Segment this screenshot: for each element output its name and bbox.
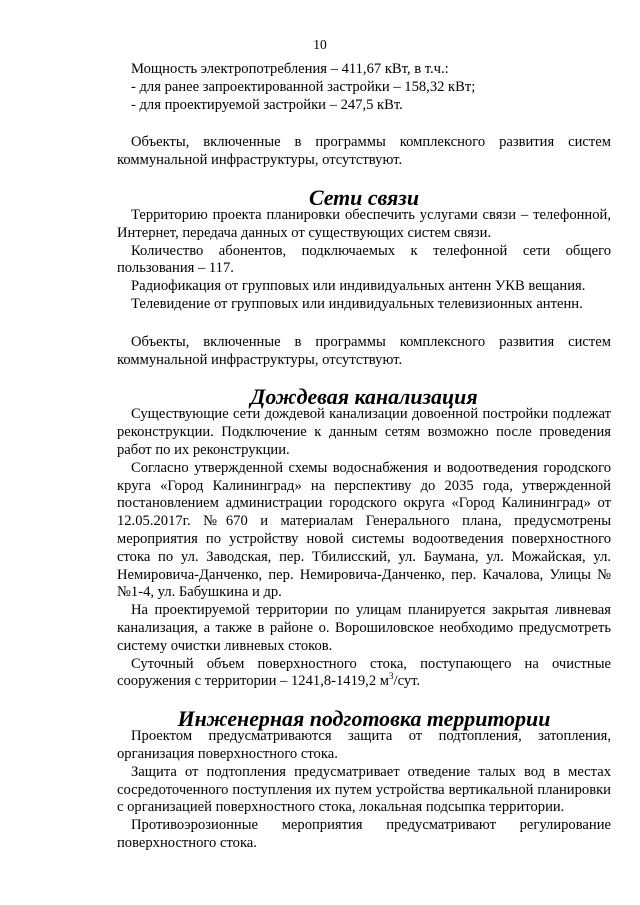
section-heading: Сети связи bbox=[308, 184, 420, 210]
paragraph: Проектом предусматриваются защита от подтопления, затопления, организация поверхностного стока. bbox=[117, 728, 611, 762]
paragraph: Телевидение от групповых или индивидуальных телевизионных антенн. bbox=[131, 295, 583, 312]
paragraph: Объекты, включенные в программы комплексного развития систем коммунальной инфраструктуры, отсутствуют. bbox=[117, 333, 611, 368]
power-total: Мощность электропотребления – 411,67 кВт, в т.ч.: bbox=[131, 61, 449, 77]
paragraph: На проектируемой территории по улицам планируется закрытая ливневая канализация, а также в районе о. Ворошиловское необходимо предусмотреть систему очистки ливневых стоков. bbox=[117, 602, 611, 654]
paragraph: Радиофикация от групповых или индивидуальных антенн УКВ вещания. bbox=[131, 278, 586, 295]
paragraph: Объекты, включенные в программы комплексного развития систем коммунальной инфраструктуры, отсутствуют. bbox=[117, 134, 611, 169]
page-number: 10 bbox=[313, 37, 327, 52]
runoff-volume-unit: /сут. bbox=[393, 673, 421, 690]
power-item: - для ранее запроектированной застройки – 158,32 кВт; bbox=[131, 78, 476, 95]
page-content bbox=[117, 61, 611, 853]
paragraph: Количество абонентов, подключаемых к телефонной сети общего пользования – 117. bbox=[117, 242, 611, 277]
superscript: 3 bbox=[389, 671, 394, 682]
paragraph: Территорию проекта планировки обеспечить услугами связи – телефонной, Интернет, передача данных от существующих систем связи. bbox=[117, 206, 611, 241]
paragraph: Противоэрозионные мероприятия предусматривают регулирование поверхностного стока. bbox=[117, 817, 611, 851]
runoff-volume-text: Суточный объем поверхностного стока, поступающего на очистные сооружения с территории – 1241,8-1419,2 м bbox=[117, 655, 611, 690]
paragraph: Согласно утвержденной схемы водоснабжения и водоотведения городского круга «Город Калининград» на перспективу до 2035 года, утвержденной постановлением администрации городского округа «Город Калининград» от 12.05.2017г. №670 и материалам Генерального плана, предусмотрены мероприятия по устройству новой системы водоотведения поверхностного стока по ул. Заводская, пер. Тбилисский, ул. Баумана, ул. Можайская, ул. Немировича-Данченко, пер. Немировича-Данченко, пер. Качалова, Улицы №№1-4, ул. Бабушкина и др. bbox=[117, 459, 611, 601]
power-item: - для проектируемой застройки – 247,5 кВт. bbox=[131, 96, 403, 113]
paragraph bbox=[117, 656, 611, 692]
section-heading: Дождевая канализация bbox=[250, 384, 478, 410]
section-heading: Инженерная подготовка территории bbox=[177, 706, 551, 732]
paragraph: Существующие сети дождевой канализации довоенной постройки подлежат реконструкции. Подключение к данным сетям возможно после проведения работ по их реконструкции. bbox=[117, 406, 611, 458]
paragraph: Защита от подтопления предусматривает отведение талых вод в местах сосредоточенного поступления их путем устройства вертикальной планировки с организацией поверхностного стока, локальная подсыпка территории. bbox=[117, 763, 611, 816]
